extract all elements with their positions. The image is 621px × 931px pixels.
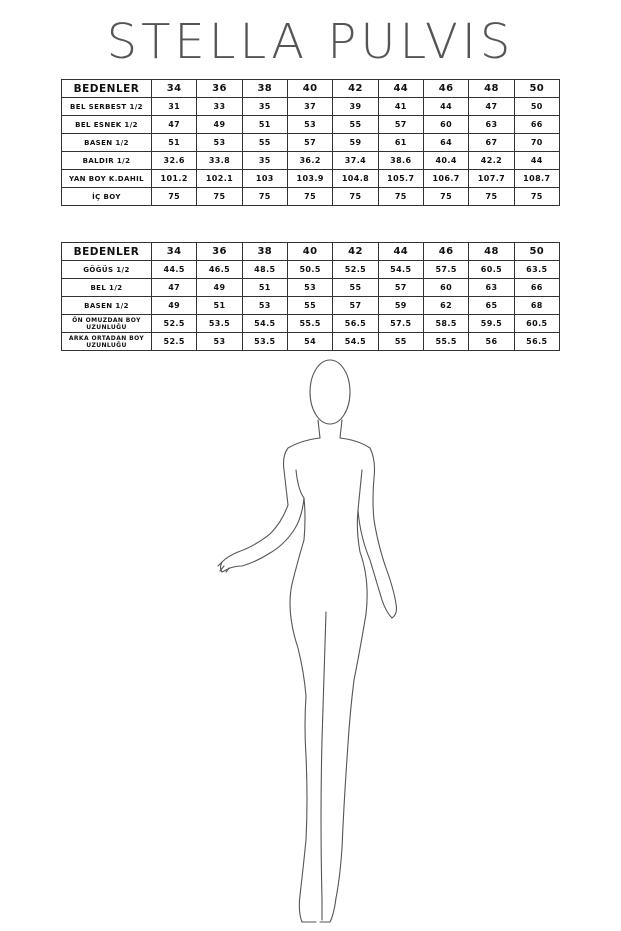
- size-column-header: 40: [287, 80, 332, 98]
- measurement-value: 68: [514, 297, 559, 315]
- measurement-value: 58.5: [423, 315, 468, 333]
- measurement-value: 53: [197, 333, 242, 351]
- pants-size-table: [61, 79, 560, 206]
- size-header-label: BEDENLER: [62, 243, 152, 261]
- measurement-value: 103: [242, 170, 287, 188]
- measurement-value: 60.5: [469, 261, 514, 279]
- measurement-value: 75: [242, 188, 287, 206]
- measurement-value: 49: [197, 116, 242, 134]
- measurement-value: 50.5: [287, 261, 332, 279]
- size-column-header: 34: [152, 80, 197, 98]
- measurement-value: 59: [333, 134, 378, 152]
- size-column-header: 42: [333, 243, 378, 261]
- measurement-value: 47: [152, 116, 197, 134]
- measurement-value: 46.5: [197, 261, 242, 279]
- measurement-value: 57.5: [378, 315, 423, 333]
- measurement-value: 54: [287, 333, 332, 351]
- measurement-value: 37: [287, 98, 332, 116]
- measurement-value: 54.5: [378, 261, 423, 279]
- measurement-value: 101.2: [152, 170, 197, 188]
- measurement-label: BEL SERBEST 1/2: [62, 98, 152, 116]
- measurement-label: BALDIR 1/2: [62, 152, 152, 170]
- measurement-value: 56.5: [333, 315, 378, 333]
- measurement-value: 44: [423, 98, 468, 116]
- size-header-label: BEDENLER: [62, 80, 152, 98]
- measurement-value: 59.5: [469, 315, 514, 333]
- measurement-row: [62, 116, 560, 134]
- measurement-row: [62, 152, 560, 170]
- size-header-row: [62, 243, 560, 261]
- measurement-value: 41: [378, 98, 423, 116]
- measurement-value: 75: [514, 188, 559, 206]
- measurement-value: 38.6: [378, 152, 423, 170]
- measurement-value: 55: [287, 297, 332, 315]
- measurement-value: 52.5: [152, 333, 197, 351]
- size-column-header: 44: [378, 243, 423, 261]
- measurement-value: 55: [333, 116, 378, 134]
- measurement-value: 44: [514, 152, 559, 170]
- measurement-value: 33.8: [197, 152, 242, 170]
- measurement-value: 60: [423, 279, 468, 297]
- measurement-value: 75: [423, 188, 468, 206]
- measurement-value: 102.1: [197, 170, 242, 188]
- measurement-row: [62, 297, 560, 315]
- measurement-value: 57: [378, 279, 423, 297]
- size-column-header: 46: [423, 243, 468, 261]
- measurement-value: 53: [242, 297, 287, 315]
- measurement-row: [62, 333, 560, 351]
- measurement-value: 57: [333, 297, 378, 315]
- measurement-value: 55: [333, 279, 378, 297]
- measurement-value: 53: [287, 279, 332, 297]
- measurement-value: 52.5: [333, 261, 378, 279]
- measurement-value: 64: [423, 134, 468, 152]
- measurement-row: [62, 170, 560, 188]
- measurement-value: 75: [287, 188, 332, 206]
- measurement-value: 37.4: [333, 152, 378, 170]
- measurement-value: 105.7: [378, 170, 423, 188]
- size-column-header: 36: [197, 80, 242, 98]
- measurement-value: 75: [378, 188, 423, 206]
- size-column-header: 38: [242, 243, 287, 261]
- measurement-value: 60.5: [514, 315, 559, 333]
- size-column-header: 36: [197, 243, 242, 261]
- measurement-value: 54.5: [242, 315, 287, 333]
- measurement-value: 42.2: [469, 152, 514, 170]
- measurement-label: BASEN 1/2: [62, 297, 152, 315]
- size-header-row: [62, 80, 560, 98]
- measurement-value: 33: [197, 98, 242, 116]
- top-size-table: [61, 242, 560, 351]
- measurement-value: 57.5: [423, 261, 468, 279]
- measurement-value: 107.7: [469, 170, 514, 188]
- measurement-value: 47: [469, 98, 514, 116]
- measurement-value: 39: [333, 98, 378, 116]
- measurement-value: 106.7: [423, 170, 468, 188]
- measurement-value: 35: [242, 98, 287, 116]
- measurement-value: 66: [514, 279, 559, 297]
- measurement-value: 51: [197, 297, 242, 315]
- size-column-header: 40: [287, 243, 332, 261]
- measurement-row: [62, 261, 560, 279]
- measurement-value: 55: [378, 333, 423, 351]
- size-column-header: 50: [514, 243, 559, 261]
- measurement-value: 57: [378, 116, 423, 134]
- measurement-value: 59: [378, 297, 423, 315]
- measurement-label: BEL 1/2: [62, 279, 152, 297]
- measurement-value: 35: [242, 152, 287, 170]
- measurement-value: 63: [469, 116, 514, 134]
- measurement-value: 32.6: [152, 152, 197, 170]
- measurement-value: 65: [469, 297, 514, 315]
- measurement-value: 56: [469, 333, 514, 351]
- size-column-header: 34: [152, 243, 197, 261]
- measurement-value: 60: [423, 116, 468, 134]
- measurement-value: 104.8: [333, 170, 378, 188]
- measurement-value: 56.5: [514, 333, 559, 351]
- measurement-value: 63.5: [514, 261, 559, 279]
- size-column-header: 46: [423, 80, 468, 98]
- measurement-value: 66: [514, 116, 559, 134]
- measurement-value: 75: [152, 188, 197, 206]
- measurement-label: YAN BOY K.DAHIL: [62, 170, 152, 188]
- measurement-value: 70: [514, 134, 559, 152]
- measurement-value: 75: [333, 188, 378, 206]
- size-column-header: 50: [514, 80, 559, 98]
- size-column-header: 48: [469, 80, 514, 98]
- measurement-value: 55.5: [287, 315, 332, 333]
- brand-logo: STELLA PULVIS: [106, 14, 515, 70]
- measurement-value: 55: [242, 134, 287, 152]
- measurement-row: [62, 134, 560, 152]
- measurement-value: 31: [152, 98, 197, 116]
- measurement-value: 67: [469, 134, 514, 152]
- size-column-header: 44: [378, 80, 423, 98]
- measurement-label: GÖĞÜS 1/2: [62, 261, 152, 279]
- measurement-label: İÇ BOY: [62, 188, 152, 206]
- fashion-croquis-icon: [200, 354, 420, 929]
- measurement-label: ARKA ORTADAN BOY UZUNLUĞU: [62, 333, 152, 351]
- measurement-value: 51: [152, 134, 197, 152]
- measurement-value: 53: [287, 116, 332, 134]
- measurement-value: 54.5: [333, 333, 378, 351]
- measurement-value: 103.9: [287, 170, 332, 188]
- measurement-label: BASEN 1/2: [62, 134, 152, 152]
- measurement-value: 53.5: [197, 315, 242, 333]
- measurement-value: 50: [514, 98, 559, 116]
- size-column-header: 38: [242, 80, 287, 98]
- measurement-value: 62: [423, 297, 468, 315]
- measurement-value: 108.7: [514, 170, 559, 188]
- measurement-value: 36.2: [287, 152, 332, 170]
- measurement-value: 51: [242, 279, 287, 297]
- measurement-value: 57: [287, 134, 332, 152]
- measurement-label: ÖN OMUZDAN BOY UZUNLUĞU: [62, 315, 152, 333]
- measurement-label: BEL ESNEK 1/2: [62, 116, 152, 134]
- measurement-value: 75: [469, 188, 514, 206]
- measurement-value: 49: [152, 297, 197, 315]
- measurement-value: 55.5: [423, 333, 468, 351]
- measurement-row: [62, 279, 560, 297]
- measurement-row: [62, 98, 560, 116]
- measurement-value: 61: [378, 134, 423, 152]
- measurement-value: 63: [469, 279, 514, 297]
- measurement-value: 75: [197, 188, 242, 206]
- measurement-value: 40.4: [423, 152, 468, 170]
- size-column-header: 42: [333, 80, 378, 98]
- measurement-value: 49: [197, 279, 242, 297]
- measurement-value: 51: [242, 116, 287, 134]
- measurement-value: 44.5: [152, 261, 197, 279]
- measurement-value: 53: [197, 134, 242, 152]
- measurement-value: 53.5: [242, 333, 287, 351]
- measurement-value: 52.5: [152, 315, 197, 333]
- measurement-value: 47: [152, 279, 197, 297]
- size-column-header: 48: [469, 243, 514, 261]
- measurement-value: 48.5: [242, 261, 287, 279]
- measurement-row: [62, 188, 560, 206]
- measurement-row: [62, 315, 560, 333]
